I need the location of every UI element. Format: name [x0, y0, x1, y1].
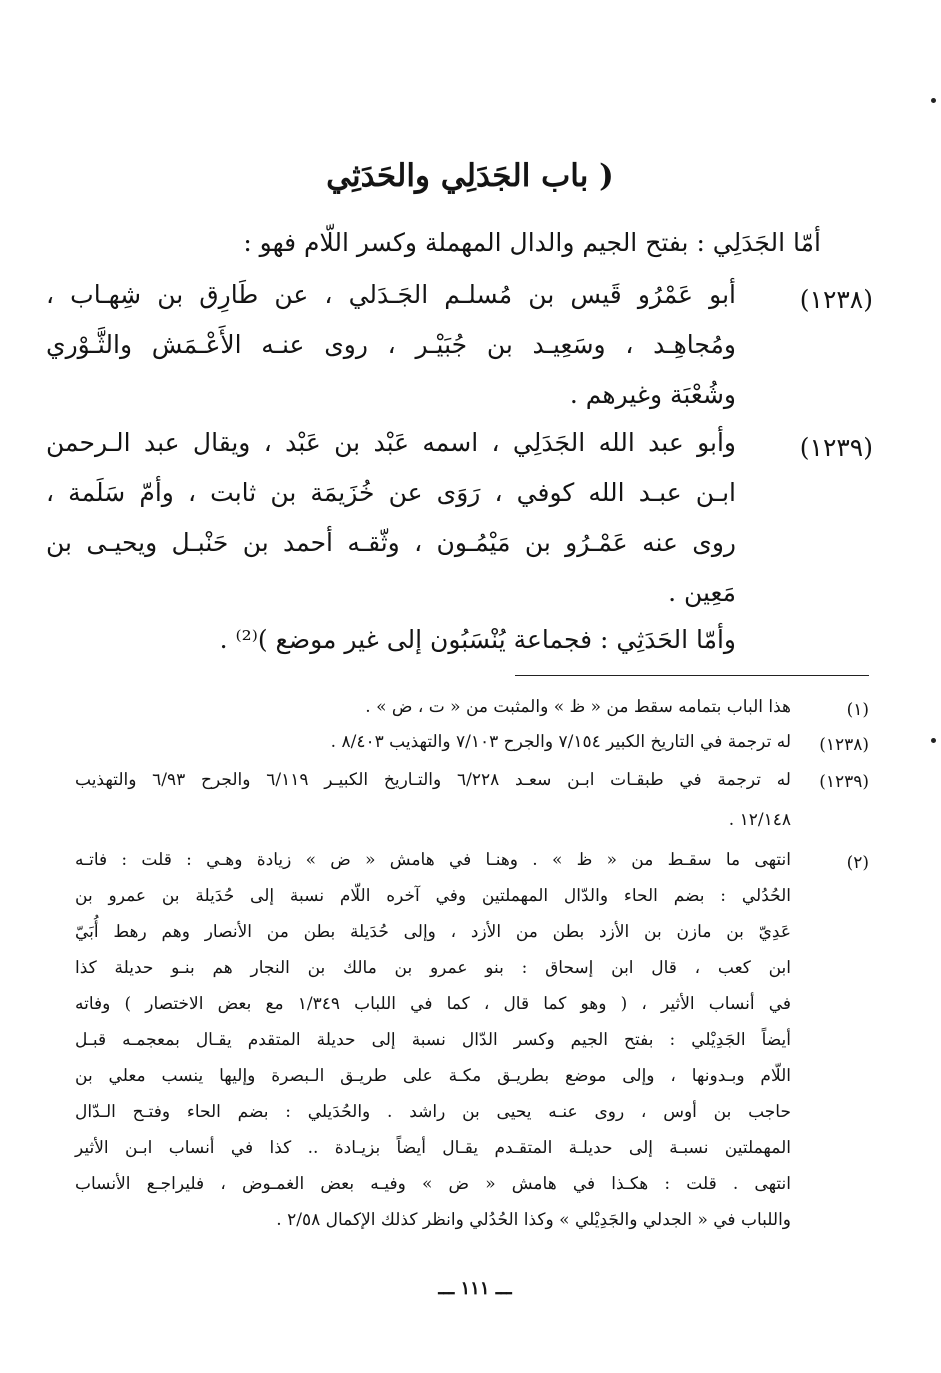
scan-mark — [931, 738, 936, 743]
entry-line: ومُجاهِـد ، وسَعِيـد بن جُبَيْـر ، روى عنـه الأَعْـمَش والثَّـوْري — [46, 330, 736, 359]
entry-line: وأبو عبد الله الجَدَلِي ، اسمه عَبْد بن عَبْد ، ويقال عبد الـرحمن — [46, 428, 736, 457]
chapter-title: ( باب الجَدَلِي والحَدَثِي — [326, 158, 614, 194]
scan-mark — [931, 98, 936, 103]
footnote-number: (١٢٣٩) — [819, 772, 869, 792]
footnote-line: ابن كعب ، قال ابن إسحاق : بنو عمرو بن مالك بن النجار هم بنـو حديلة كذا — [75, 958, 791, 978]
footnote-line: واللباب في « الجدلي والجَدِيْلي » وكذا الحُدُلي وانظر كذلك الإكمال ٢/٥٨ . — [276, 1210, 791, 1230]
entry-number: (١٢٣٩) — [799, 433, 873, 462]
footnote-number: (١) — [846, 700, 869, 720]
page-number: ـــ ١١١ ـــ — [438, 1278, 512, 1299]
closing-line: وأمّا الحَدَثِي : فجماعة يُنْسَبُون إلى غير موضع )⁽²⁾ . — [219, 625, 736, 654]
footnote-line: المهملتين نسبـة إلى حديلـة المتقـدم يقـال أيضاً بزيـادة .. كذا في أنساب ابـن الأثير — [75, 1138, 791, 1158]
footnote-text: هذا الباب بتمامه سقط من « ظ » والمثبت من « ت ، ض » . — [365, 697, 791, 717]
footnote-line: عَدِيّ بن مازن بن الأزد بطن من الأزد ، وإلى حُدَيلة بطن من الأنصار وهم رهط أُبَيّ — [75, 922, 791, 942]
footnote-text: ١٢/١٤٨ . — [728, 810, 791, 830]
entry-line: وشُعْبَة وغيرهم . — [569, 380, 736, 409]
entry-line: روى عنه عَمْـرُو بن مَيْمُـون ، وثّقـه أحمد بن حَنْبـل ويحيـى بن — [46, 528, 736, 557]
footnote-line: حاجب بن أوس ، روى عنـه يحيى بن راشد . والحُدَيلي : بضم الحاء وفتـح الـدّال — [75, 1102, 791, 1122]
entry-line: أبو عَمْرُو قَيس بن مُسلـم الجَـدَلي ، عن طَارِق بن شِهـاب ، — [46, 280, 736, 309]
footnote-divider — [515, 675, 869, 676]
footnote-line: انتهى ما سقـط من « ظ » . وهنـا في هامش « ض » زيادة وهـي : قلت : فاتـه — [75, 850, 791, 870]
intro-line: أمّا الجَدَلِي : بفتح الجيم والدال المهملة وكسر اللّام فهو : — [243, 228, 821, 257]
footnote-line: الحُدُلي : بضم الحاء والدّال المهملتين وفي آخره اللّام نسبة إلى حُدَيلة بن عمرو بن — [75, 886, 791, 906]
entry-line: مَعِين . — [668, 578, 736, 607]
footnote-text: له ترجمة في طبقـات ابـن سعـد ٦/٢٢٨ والتـاريخ الكبيـر ٦/١١٩ والجرح ٦/٩٣ والتهذيب — [75, 770, 791, 790]
entry-number: (١٢٣٨) — [799, 285, 873, 314]
footnote-line: انتهى . قلت : هكـذا في هامش « ض » وفيـه بعض الغمـوض ، فليراجـع الأنساب — [75, 1174, 791, 1194]
entry-line: ابـن عبـد الله كوفي ، رَوَى عن خُزَيمَة بن ثابت ، وأمّ سَلَمة ، — [46, 478, 736, 507]
footnote-line: اللّام وبـدونها ، وإلى موضع بطريـق مكـة على طريـق الـبصرة وإليها ينسب معلي بن — [75, 1066, 791, 1086]
footnote-line: في أنساب الأثير ، ( وهو كما قال ، كما في اللباب ١/٣٤٩ مع بعض الاختصار ) وفاته — [75, 994, 791, 1014]
footnote-number: (٢) — [846, 853, 869, 873]
footnote-text: له ترجمة في التاريخ الكبير ٧/١٥٤ والجرح ٧/١٠٣ والتهذيب ٨/٤٠٣ . — [330, 732, 791, 752]
footnote-line: أيضاً الجَدِيْلي : بفتح الجيم وكسر الدّال نسبة إلى حديلة المتقدم يقـال بمعجمـه قبـل — [75, 1030, 791, 1050]
footnote-number: (١٢٣٨) — [819, 735, 869, 755]
